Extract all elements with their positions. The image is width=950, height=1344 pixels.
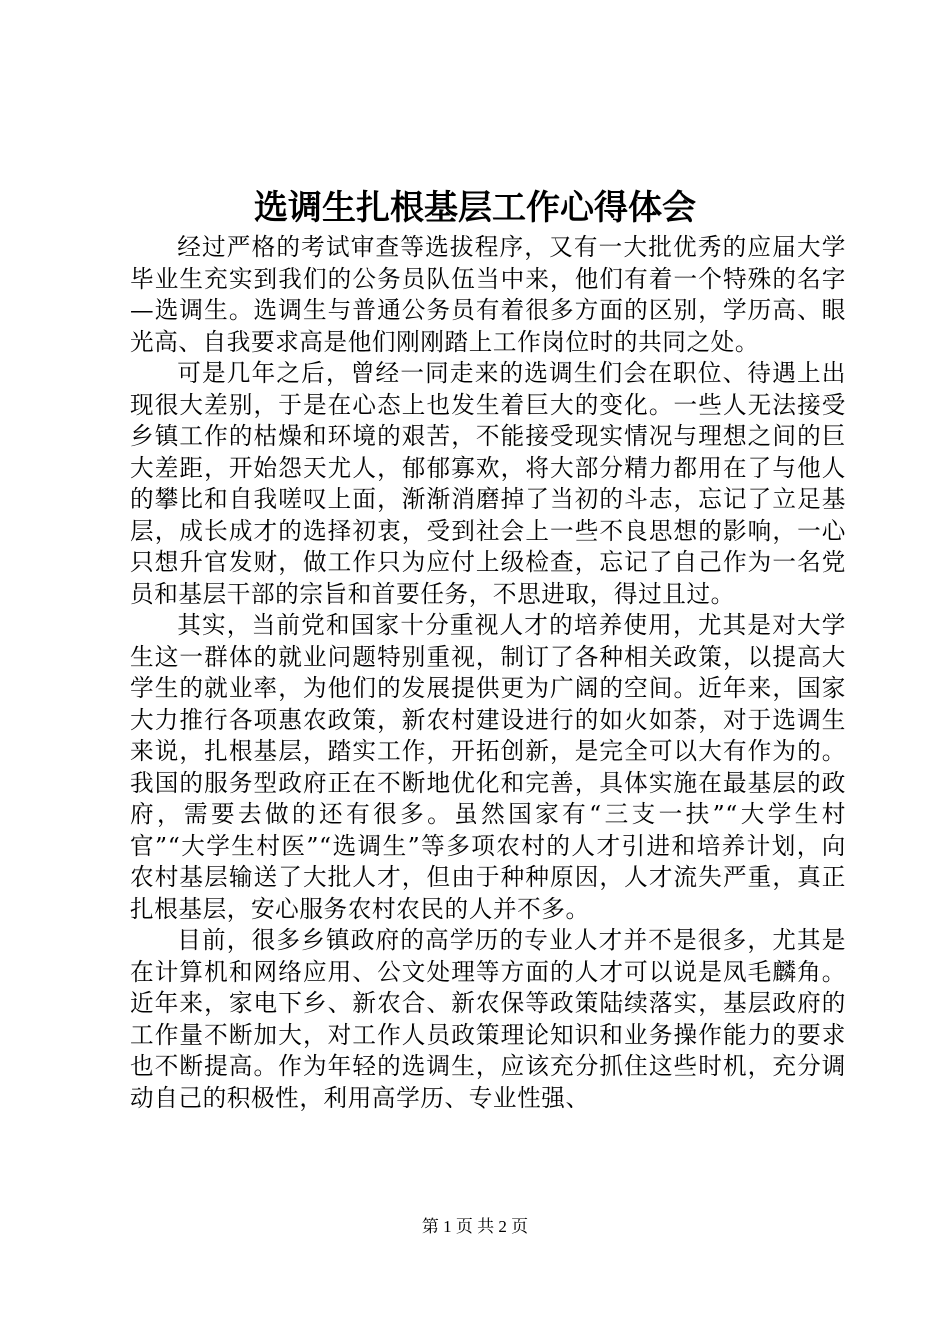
page-footer: 第 1 页 共 2 页	[421, 1217, 529, 1236]
paragraph-3: 其实，当前党和国家十分重视人才的培养使用，尤其是对大学生这一群体的就业问题特别重视，制订了各种相关政策，以提高大学生的就业率，为他们的发展提供更为广阔的空间。近年来，国家大力推行各项惠农政策，新农村建设进行的如火如荼，对于选调生来说，扎根基层，踏实工作，开拓创新，是完全可以大有作为的。我国的服务型政府正在不断地优化和完善，具体实施在最基层的政府，需要去做的还有很多。虽然国家有“三支一扶”“大学生村官”“大学生村医”“选调生”等多项农村的人才引进和培养计划，向农村基层输送了大批人才，但由于种种原因，人才流失严重，真正扎根基层，安心服务农村农民的人并不多。	[130, 611, 846, 923]
paragraph-2: 可是几年之后，曾经一同走来的选调生们会在职位、待遇上出现很大差别，于是在心态上也发生着巨大的变化。一些人无法接受乡镇工作的枯燥和环境的艰苦，不能接受现实情况与理想之间的巨大差距，开始怨天尤人，郁郁寡欢，将大部分精力都用在了与他人的攀比和自我嗟叹上面，渐渐消磨掉了当初的斗志，忘记了立足基层，成长成才的选择初衷，受到社会上一些不良思想的影响，一心只想升官发财，做工作只为应付上级检查，忘记了自己作为一名党员和基层干部的宗旨和首要任务，不思进取，得过且过。	[130, 359, 846, 608]
paragraph-1: 经过严格的考试审查等选拔程序，又有一大批优秀的应届大学毕业生充实到我们的公务员队伍当中来，他们有着一个特殊的名字—选调生。选调生与普通公务员有着很多方面的区别，学历高、眼光高、自我要求高是他们刚刚踏上工作岗位时的共同之处。	[130, 233, 846, 356]
document-title: 选调生扎根基层工作心得体会	[254, 188, 696, 228]
paragraph-4: 目前，很多乡镇政府的高学历的专业人才并不是很多，尤其是在计算机和网络应用、公文处理等方面的人才可以说是凤毛麟角。近年来，家电下乡、新农合、新农保等政策陆续落实，基层政府的工作量不断加大，对工作人员政策理论知识和业务操作能力的要求也不断提高。作为年轻的选调生，应该充分抓住这些时机，充分调动自己的积极性，利用高学历、专业性强、	[130, 926, 846, 1112]
document-body	[130, 232, 846, 1114]
